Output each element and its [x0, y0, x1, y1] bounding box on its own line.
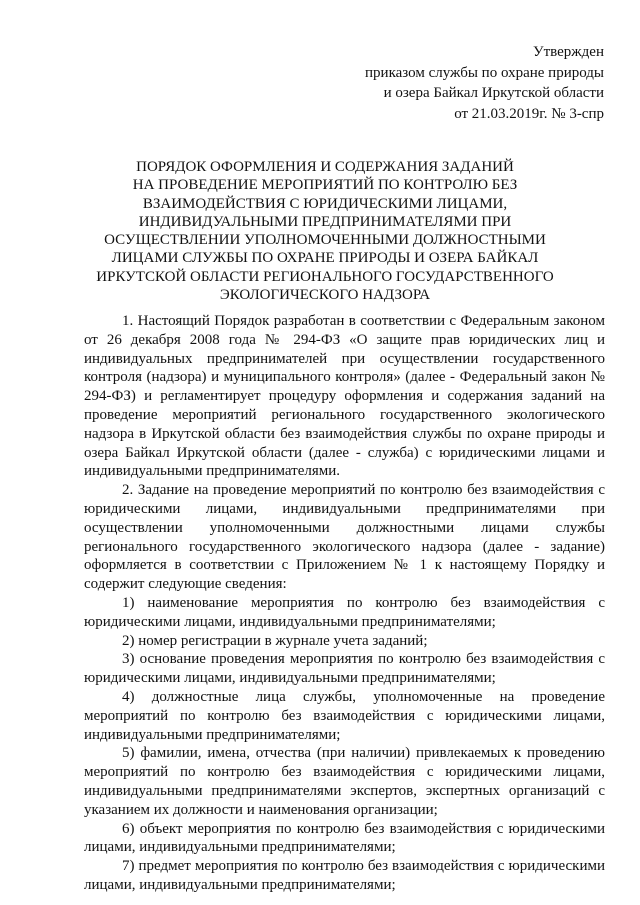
- paragraph-1: 1. Настоящий Порядок разработан в соответствии с Федеральным законом от 26 декабря 2008 года № 294-ФЗ «О защите прав юридических лиц и индивидуальных предпринимателей при осуществлении государственного контроля (надзора) и муниципального контроля» (далее - Федеральный закон № 294-ФЗ) и регламентирует процедуру оформления и содержания заданий на проведение мероприятий регионального государственного экологического надзора в Иркутской области без взаимодействия службы по охране природы и озера Байкал Иркутской области (далее - служба) с юридическими лицами и индивидуальными предпринимателями.: [84, 313, 605, 480]
- title-line: ИРКУТСКОЙ ОБЛАСТИ РЕГИОНАЛЬНОГО ГОСУДАРСТВЕННОГО: [96, 268, 554, 285]
- list-item-4: 4) должностные лица службы, уполномоченные на проведение мероприятий по контролю без взаимодействия с юридическими лицами, индивидуальными предпринимателями;: [84, 688, 605, 743]
- title-line: ИНДИВИДУАЛЬНЫМИ ПРЕДПРИНИМАТЕЛЯМИ ПРИ: [138, 213, 512, 230]
- title-line: ЭКОЛОГИЧЕСКОГО НАДЗОРА: [219, 287, 431, 304]
- list-item-3: 3) основание проведения мероприятия по контролю без взаимодействия с юридическими лицами, индивидуальными предпринимателями;: [84, 651, 605, 687]
- list-item-1: 1) наименование мероприятия по контролю без взаимодействия с юридическими лицами, индивидуальными предпринимателями;: [84, 594, 605, 630]
- approval-line: от 21.03.2019г. № 3-спр: [454, 105, 604, 122]
- document-body: [84, 312, 605, 895]
- approval-line: Утвержден: [532, 44, 604, 60]
- document-title: [70, 158, 580, 304]
- list-item-5: 5) фамилии, имена, отчества (при наличии) привлекаемых к проведению мероприятий по контролю без взаимодействия с юридическими лицами, индивидуальными предпринимателями экспертов, экспертных организаций с указанием их должности и наименования организации;: [84, 745, 605, 818]
- title-line: ВЗАИМОДЕЙСТВИЯ С ЮРИДИЧЕСКИМИ ЛИЦАМИ,: [142, 195, 508, 212]
- approval-line: и озера Байкал Иркутской области: [383, 85, 604, 101]
- list-item-6: 6) объект мероприятия по контролю без взаимодействия с юридическими лицами, индивидуальными предпринимателями;: [84, 820, 605, 856]
- title-line: НА ПРОВЕДЕНИЕ МЕРОПРИЯТИЙ ПО КОНТРОЛЮ БЕЗ: [132, 177, 518, 194]
- approval-block: [365, 42, 604, 124]
- title-line: ЛИЦАМИ СЛУЖБЫ ПО ОХРАНЕ ПРИРОДЫ И ОЗЕРА БАЙКАЛ: [111, 250, 539, 267]
- paragraph-2: 2. Задание на проведение мероприятий по контролю без взаимодействия с юридическими лицами, индивидуальными предпринимателями при осуществлении уполномоченными должностными лицами службы регионального государственного экологического надзора (далее - задание) оформляется в соответствии с Приложением № 1 к настоящему Порядку и содержит следующие сведения:: [84, 482, 605, 593]
- list-item-2: 2) номер регистрации в журнале учета заданий;: [122, 632, 428, 649]
- title-line: ПОРЯДОК ОФОРМЛЕНИЯ И СОДЕРЖАНИЯ ЗАДАНИЙ: [136, 159, 514, 175]
- approval-line: приказом службы по охране природы: [365, 64, 604, 81]
- list-item-7: 7) предмет мероприятия по контролю без взаимодействия с юридическими лицами, индивидуальными предпринимателями;: [84, 858, 605, 893]
- title-line: ОСУЩЕСТВЛЕНИИ УПОЛНОМОЧЕННЫМИ ДОЛЖНОСТНЫМИ: [104, 232, 546, 249]
